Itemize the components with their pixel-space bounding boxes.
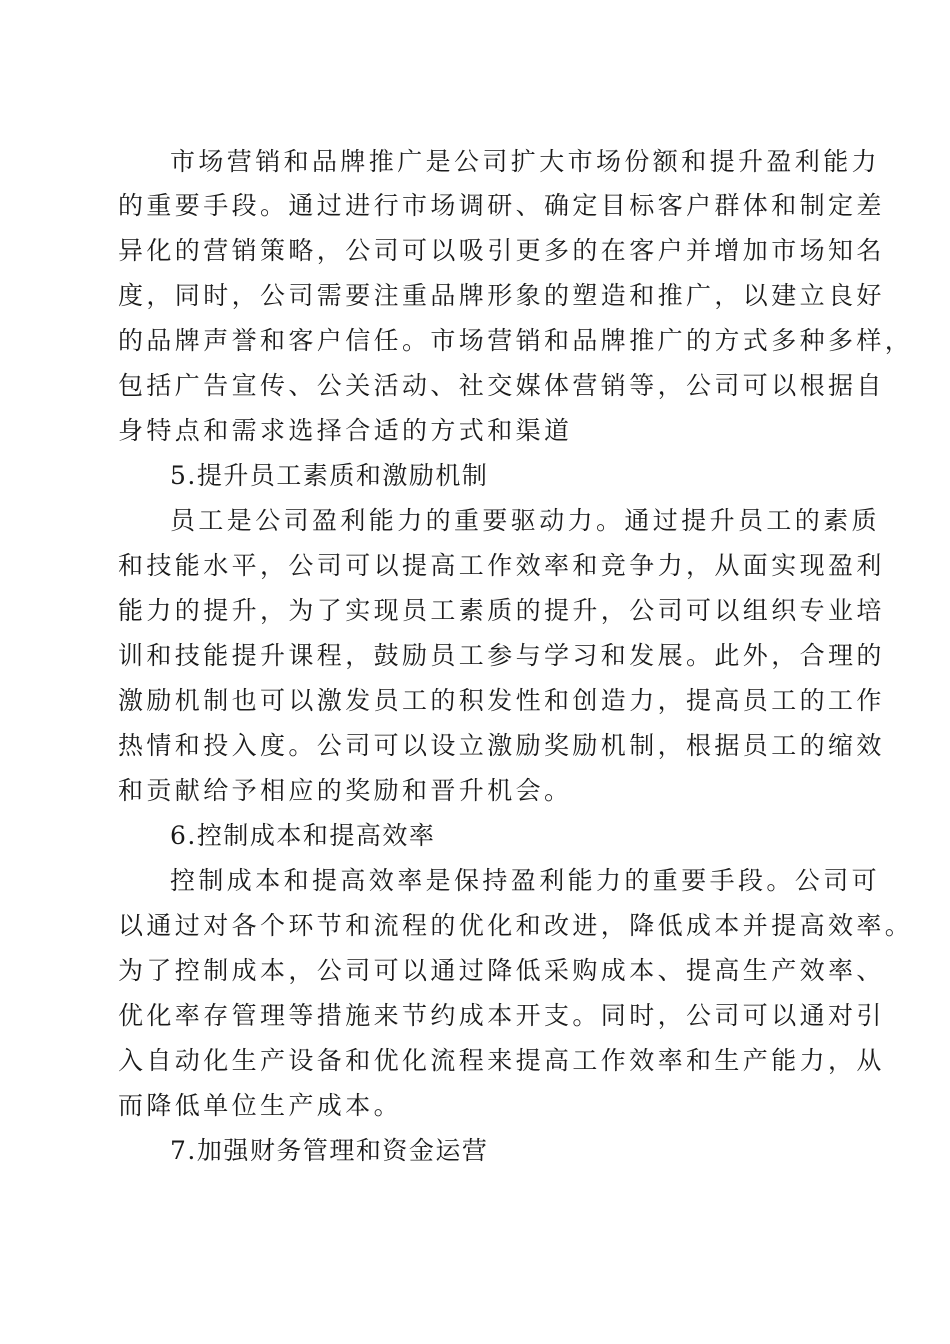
paragraph-cost-line-4: 优化率存管理等措施来节约成本开支。同时，公司可以通对引: [118, 1001, 885, 1030]
paragraph-cost-line-2: 以通过对各个环节和流程的优化和改进，降低成本并提高效率。: [118, 911, 914, 940]
section-heading-6: 6.控制成本和提高效率: [170, 821, 436, 850]
paragraph-cost-line-5: 入自动化生产设备和优化流程来提高工作效率和生产能力，从: [118, 1046, 885, 1075]
paragraph-employees-line-3: 能力的提升，为了实现员工素质的提升，公司可以组织专业培: [118, 596, 885, 625]
paragraph-employees-line-6: 热情和投入度。公司可以设立激励奖励机制，根据员工的缩效: [118, 731, 885, 760]
paragraph-employees-line-4: 训和技能提升课程，鼓励员工参与学习和发展。此外，合理的: [118, 641, 885, 670]
section-heading-5: 5.提升员工素质和激励机制: [170, 461, 489, 490]
paragraph-employees-line-2: 和技能水平，公司可以提高工作效率和竞争力，从面实现盈利: [118, 551, 885, 580]
paragraph-cost-line-3: 为了控制成本，公司可以通过降低采购成本、提高生产效率、: [118, 956, 885, 985]
paragraph-cost-line-1: 控制成本和提高效率是保持盈利能力的重要手段。公司可: [170, 866, 881, 895]
paragraph-employees-line-5: 激励机制也可以激发员工的积发性和创造力，提高员工的工作: [118, 686, 885, 715]
paragraph-marketing-line-4: 度，同时，公司需要注重品牌形象的塑造和推广，以建立良好: [118, 281, 885, 310]
section-heading-7: 7.加强财务管理和资金运营: [170, 1136, 489, 1165]
paragraph-marketing-line-6: 包括广告宣传、公关活动、社交媒体营销等，公司可以根据自: [118, 371, 885, 400]
paragraph-marketing-line-1: 市场营销和品牌推广是公司扩大市场份额和提升盈利能力: [170, 147, 881, 176]
paragraph-cost-line-6: 而降低单位生产成本。: [118, 1091, 403, 1120]
paragraph-employees-line-1: 员工是公司盈利能力的重要驱动力。通过提升员工的素质: [170, 506, 881, 535]
paragraph-marketing-line-3: 异化的营销策略，公司可以吸引更多的在客户并增加市场知名: [118, 236, 885, 265]
paragraph-marketing-line-7: 身特点和需求选择合适的方式和渠道: [118, 416, 573, 445]
paragraph-marketing-line-2: 的重要手段。通过进行市场调研、确定目标客户群体和制定差: [118, 191, 885, 220]
paragraph-marketing-line-5: 的品牌声誉和客户信任。市场营销和品牌推广的方式多种多样，: [118, 326, 914, 355]
paragraph-employees-line-7: 和贡献给予相应的奖励和晋升机会。: [118, 776, 573, 805]
